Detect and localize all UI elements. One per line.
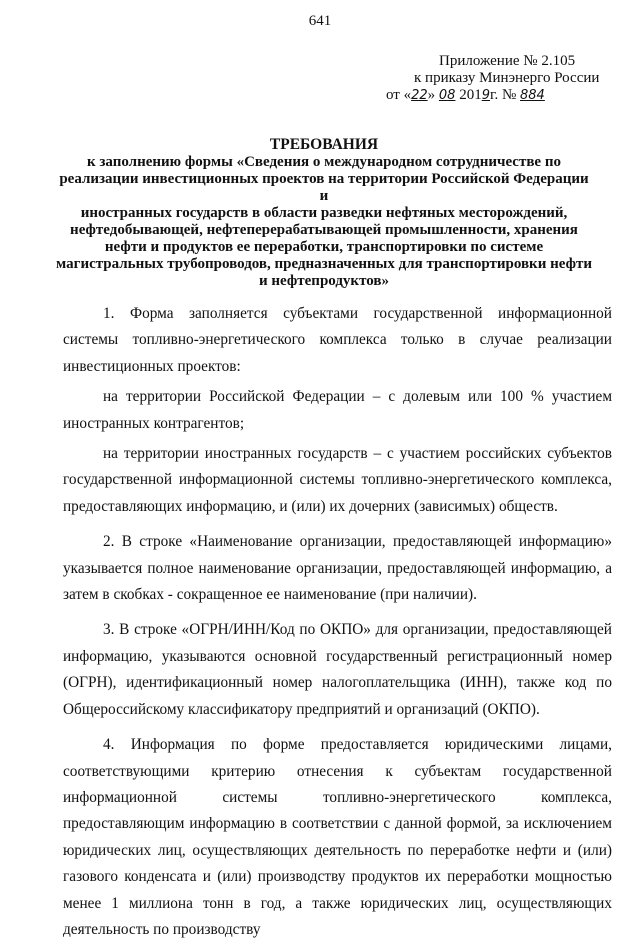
title-main: ТРЕБОВАНИЯ — [269, 136, 379, 153]
paragraph-2: 2. В строке «Наименование организации, предоставляющей информацию» указывается полное наименование организации, предоставляющей информацию, а затем в скобках - сокращенное ее наименование (при наличии). — [63, 533, 612, 604]
title-line: и нефтепродуктов» — [259, 273, 389, 289]
paragraph-1a: на территории Российской Федерации – с долевым или 100 % участием иностранных контрагентов; — [63, 388, 612, 432]
title-line: реализации инвестиционных проектов на территории Российской Федерации и — [59, 171, 589, 204]
order-prefix: г. № — [489, 87, 521, 103]
date-year: 201 — [455, 87, 482, 103]
title-line: нефти и продуктов ее переработки, транспортировки по системе — [104, 239, 544, 255]
handwritten-month: 08 — [438, 88, 456, 103]
paragraph-1: 1. Форма заполняется субъектами государственной информационной системы топливно-энергетического комплекса только в случае реализации инвестиционных проектов: — [63, 305, 612, 375]
title-line: иностранных государств в области разведки нефтяных месторождений, — [80, 205, 568, 221]
handwritten-year-digit: 9 — [481, 88, 490, 103]
appendix-line-1: Приложение № 2.105 — [439, 53, 576, 69]
paragraph-1b: на территории иностранных государств – с участием российских субъектов государственной информационной системы топливно-энергетического комплекса, предоставляющих информацию, и (или) их дочерних (зависимых) обществ. — [63, 445, 612, 515]
page-number: 641 — [308, 13, 332, 29]
date-mid: » — [427, 87, 439, 103]
appendix-line-3 — [386, 87, 599, 104]
handwritten-day: 22 — [411, 88, 428, 103]
appendix-line-2: к приказу Минэнерго России — [414, 70, 600, 86]
appendix-header — [386, 53, 599, 104]
handwritten-order-number: 884 — [520, 88, 545, 103]
document-title — [56, 136, 592, 290]
paragraph-3: 3. В строке «ОГРН/ИНН/Код по ОКПО» для организации, предоставляющей информацию, указываются основной государственный регистрационный номер (ОГРН), идентификационный номер налогоплательщика (ИНН), также код по Общероссийскому классификатору предприятий и организаций (ОКПО). — [63, 621, 612, 718]
date-prefix: от « — [386, 87, 412, 103]
title-line: магистральных трубопроводов, предназначенных для транспортировки нефти — [56, 256, 592, 272]
title-line: нефтедобывающей, нефтеперерабатывающей промышленности, хранения — [70, 222, 578, 238]
paragraph-4: 4. Информация по форме предоставляется юридическими лицами, соответствующими критерию отнесения к субъектам государственной информационной системы топливно-энергетического комплекса, предоставляющим информацию в соответствии с данной формой, за исключением юридических лиц, осуществляющих деятельность по переработке нефти и (или) газового конденсата и (или) производству продуктов их переработки мощностью менее 1 миллиона тонн в год, а также юридических лиц, осуществляющих деятельность по производству — [63, 736, 612, 938]
title-line: к заполнению формы «Сведения о международном сотрудничестве по — [87, 154, 561, 170]
document-body — [63, 301, 612, 952]
